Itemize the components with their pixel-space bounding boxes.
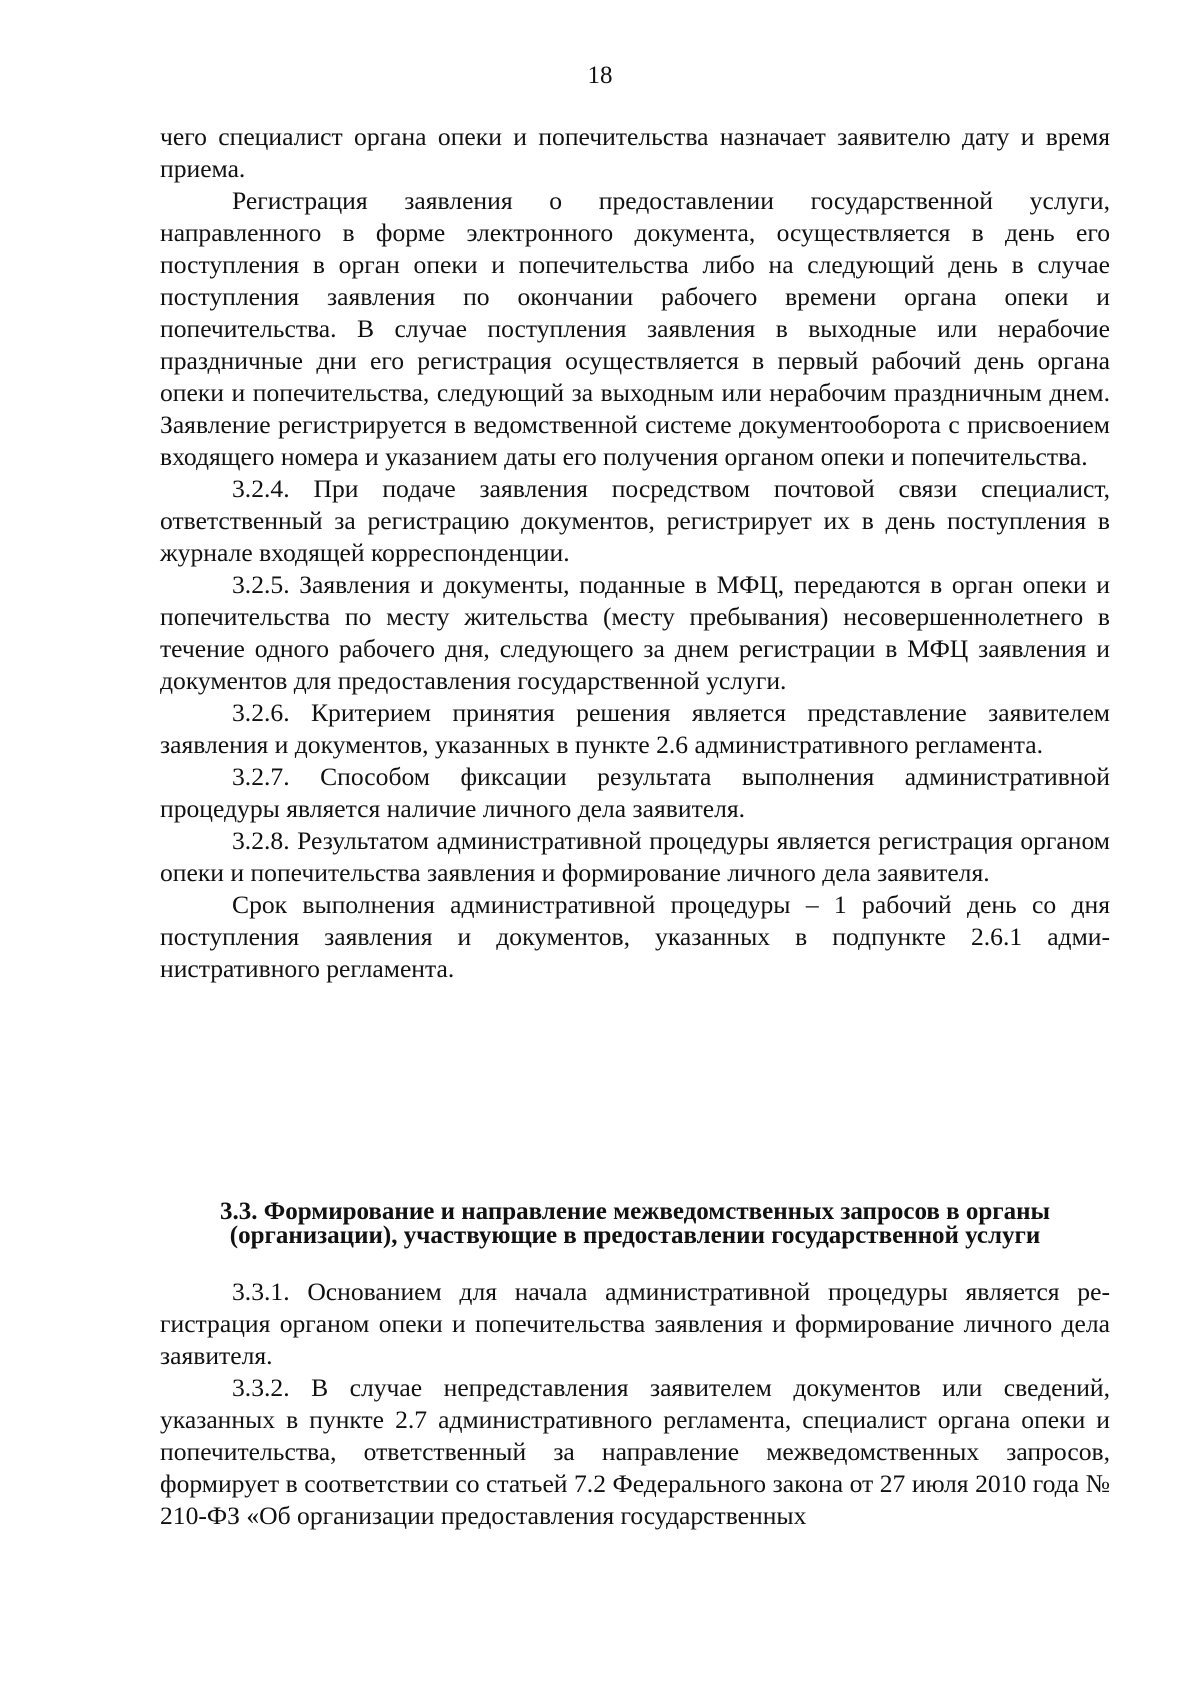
paragraph-continuation: чего специалист органа опеки и попечительства назначает заявителю дату и время приема. <box>160 122 1110 183</box>
section-3-3-body <box>160 1276 1110 1532</box>
paragraph-3-2-7: 3.2.7. Способом фиксации результата выполнения административной процедуры является наличие личного дела заявителя. <box>160 762 1110 823</box>
paragraph-registration: Регистрация заявления о предоставлении государственной услуги, направленного в форме электронного документа, осуществляется в день его поступления в орган опеки и попечительства либо на следующий день в случае поступления заявления по окончании рабочего времени органа опеки и попечительства. В случае поступления заявления в выходные или нерабочие праздничные дни его регистрация осуществляется в первый рабочий день органа опеки и попечительства, следующий за выходным или нерабочим праздничным днем. Заявление регистрируется в ведомственной системе документооборота с присвоением входящего номера и указанием даты его получения органом опеки и попечительства. <box>160 186 1110 471</box>
paragraph-3-3-1: 3.3.1. Основанием для начала административной процедуры является регистрация органом опеки и попечительства заявления и формирование личного дела заявителя. <box>160 1277 1110 1370</box>
paragraph-3-2-4: 3.2.4. При подаче заявления посредством почтовой связи специалист, ответственный за регистрацию документов, регистрирует их в день поступления в журнале входящей корреспонденции. <box>160 474 1110 567</box>
paragraph-3-2-6: 3.2.6. Критерием принятия решения является представление заявителем заявления и документов, указанных в пункте 2.6 административного регламента. <box>160 698 1110 759</box>
paragraph-3-3-2: 3.3.2. В случае непредставления заявителем документов или сведений, указанных в пункте 2.7 административного регламента, специалист органа опеки и попечительства, ответственный за направление межведомственных запросов, формирует в соответствии со статьей 7.2 Федерального закона от 27 июля 2010 года № 210-ФЗ «Об организации предоставления государственных <box>160 1373 1110 1530</box>
page-number: 18 <box>587 62 613 89</box>
paragraph-deadline: Срок выполнения административной процедуры – 1 рабочий день со дня поступления заявления и документов, указанных в подпункте 2.6.1 административного регламента. <box>160 890 1110 983</box>
body-text <box>160 121 1110 985</box>
paragraph-3-2-5: 3.2.5. Заявления и документы, поданные в МФЦ, передаются в орган опеки и попечительства по месту жительства (месту пребывания) несовершеннолетнего в течение одного рабочего дня, следующего за днем регистрации в МФЦ заявления и документов для предоставления государственной услуги. <box>160 570 1110 695</box>
section-heading-3-3: 3.3. Формирование и направление межведомственных запросов в органы (организации), участвующие в предоставлении государственной услуги <box>219 1198 1051 1249</box>
paragraph-3-2-8: 3.2.8. Результатом административной процедуры является регистрация органом опеки и попечительства заявления и формирование личного дела заявителя. <box>160 826 1110 887</box>
